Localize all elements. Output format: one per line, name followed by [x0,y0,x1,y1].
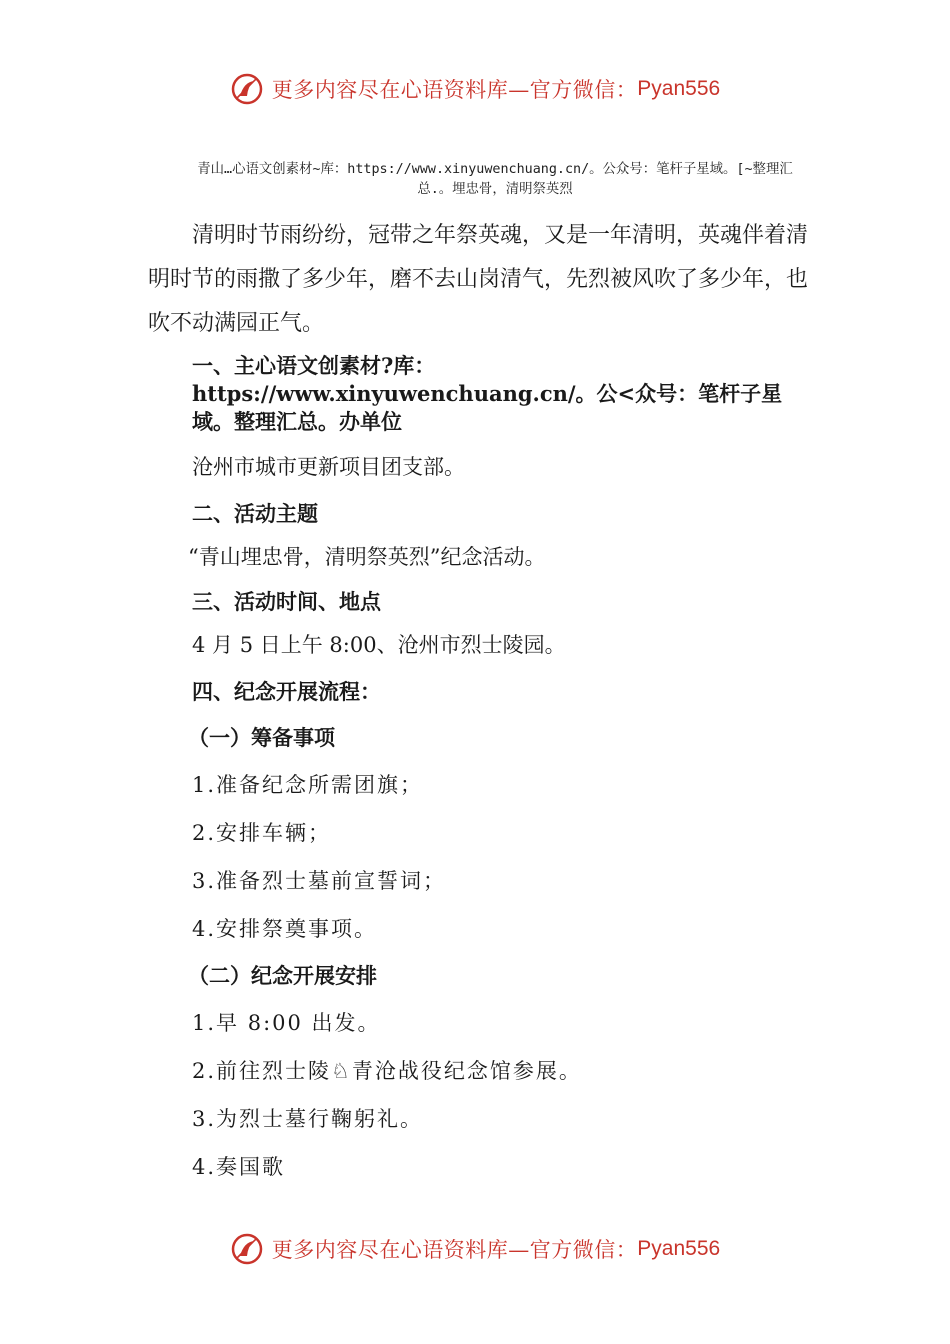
subsection-2-heading: （二）纪念开展安排 [188,963,377,988]
subsection-1-heading: （一）筹备事项 [188,725,335,750]
list-item: 1.早 8:00 出发。 [192,1011,381,1035]
list-item: 3.为烈士墓行鞠躬礼。 [192,1107,424,1131]
section-4-heading: 四、纪念开展流程： [192,679,381,704]
banner-wechat-id: Pyan556 [637,77,721,100]
logo-icon [230,1232,264,1266]
list-item: 4.安排祭奠事项。 [192,917,378,941]
banner-wechat-id: Pyan556 [637,1237,721,1260]
section-3-heading: 三、活动时间、地点 [192,589,381,614]
list-item: 4.奏国歌 [192,1155,286,1179]
section-3-text: 4 月 5 日上午 8:00、沧州市烈士陵园。 [192,633,566,657]
section-1-text: 沧州市城市更新项目团支部。 [192,455,465,479]
banner-text: 更多内容尽在心语资料库—官方微信： [271,78,638,102]
source-note: 青山…心语文创素材~库：https://www.xinyuwenchuang.cn/。公众号：笔杆子星域。[~整理汇总.。埋忠骨，清明祭英烈 [197,162,793,197]
list-item: 2.前往烈士陵♘青沧战役纪念馆参展。 [192,1059,582,1083]
footer-banner [0,1232,950,1266]
intro-paragraph: 清明时节雨纷纷，冠带之年祭英魂，又是一年清明，英魂伴着清明时节的雨撒了多少年，磨不去山岗清气，先烈被风吹了多少年，也吹不动满园正气。 [148,223,809,336]
list-item: 1.准备纪念所需团旗； [192,773,424,797]
list-item: 3.准备烈士墓前宣誓词； [192,869,447,893]
section-2-text: “青山埋忠骨，清明祭英烈”纪念活动。 [188,545,546,569]
section-2-heading: 二、活动主题 [192,501,318,526]
section-1-heading: 一、主心语文创素材?库：https://www.xinyuwenchuang.cn/。公<众号：笔杆子星域。整理汇总。办单位 [192,353,783,434]
list-item: 2.安排车辆； [192,821,332,845]
header-banner [0,72,950,106]
logo-icon [230,72,264,106]
banner-text: 更多内容尽在心语资料库—官方微信： [271,1238,638,1262]
